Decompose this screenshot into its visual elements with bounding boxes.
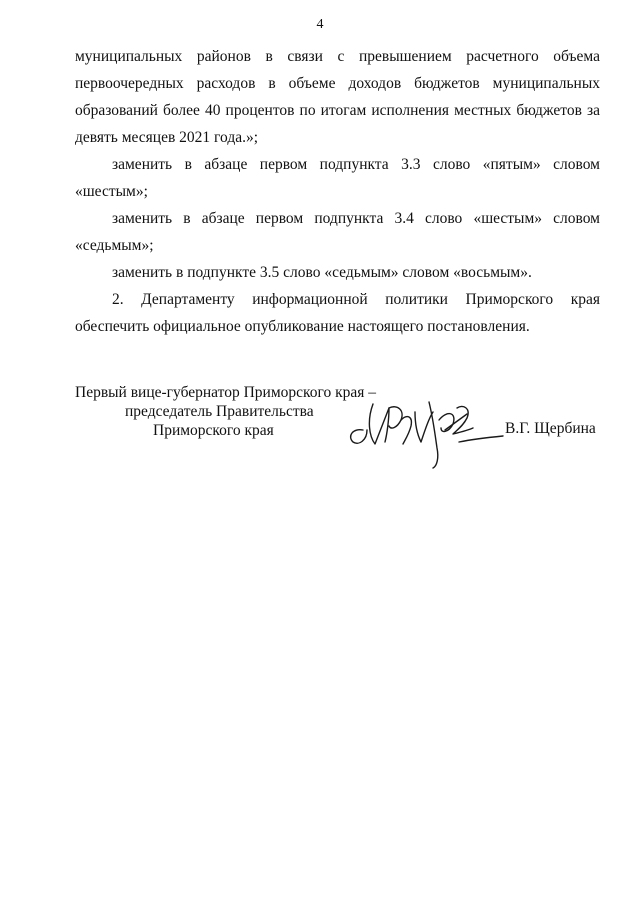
text-line: образований более 40 процентов по итогам исполнения местных бюджетов за — [75, 102, 600, 119]
text-line: девять месяцев 2021 года.»; — [75, 129, 259, 146]
text-line: заменить в абзаце первом подпункта 3.3 слово «пятым» словом — [112, 156, 600, 173]
paragraph-amendment-3-5 — [75, 259, 600, 286]
signatory-position-line: Приморского края — [153, 422, 274, 439]
signatory-position-line: председатель Правительства — [125, 403, 314, 420]
page-number: 4 — [316, 17, 324, 32]
signatory-name: В.Г. Щербина — [505, 420, 596, 437]
text-line: заменить в подпункте 3.5 слово «седьмым» словом «восьмым». — [112, 264, 532, 281]
paragraph-item-2 — [75, 286, 600, 340]
text-line: первоочередных расходов в объеме доходов бюджетов муниципальных — [75, 75, 600, 92]
text-line: заменить в абзаце первом подпункта 3.4 слово «шестым» словом — [112, 210, 600, 227]
text-line: обеспечить официальное опубликование настоящего постановления. — [75, 318, 530, 335]
paragraph-continuation — [75, 43, 600, 151]
text-line: «шестым»; — [75, 183, 148, 200]
signature-block — [75, 384, 600, 474]
text-line: «седьмым»; — [75, 237, 154, 254]
handwritten-signature — [345, 390, 510, 470]
document-body — [75, 43, 600, 340]
text-line: 2. Департаменту информационной политики Приморского края — [112, 291, 600, 308]
text-line: муниципальных районов в связи с превышением расчетного объема — [75, 48, 600, 65]
signatory-position-line: Первый вице-губернатор Приморского края – — [75, 384, 377, 401]
paragraph-amendment-3-4 — [75, 205, 600, 259]
paragraph-amendment-3-3 — [75, 151, 600, 205]
